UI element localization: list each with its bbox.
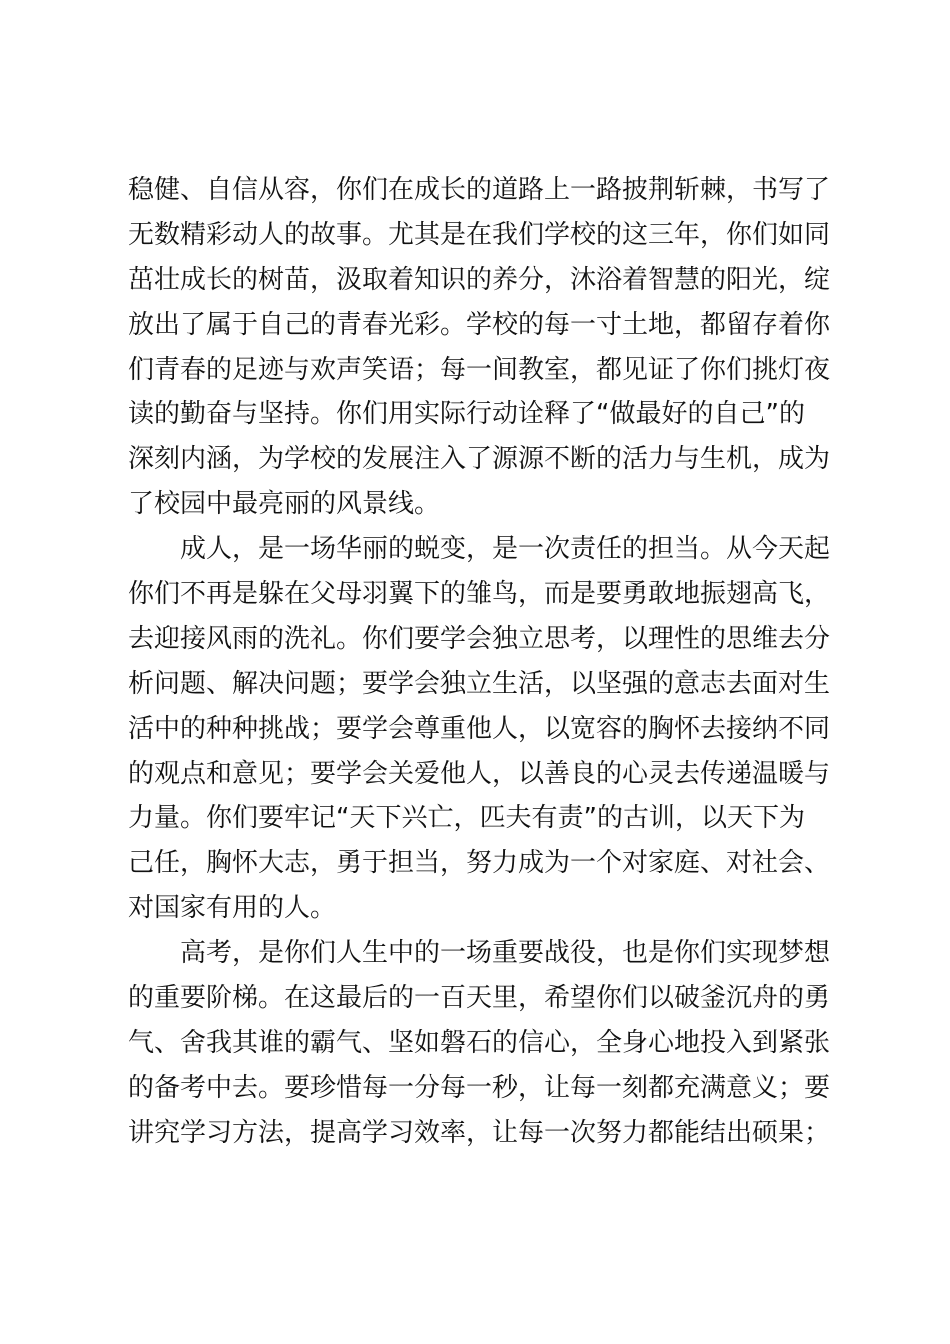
text-line: 稳健、自信从容，你们在成长的道路上一路披荆斩棘，书写了 (128, 175, 831, 205)
text-line: 放出了属于自己的青春光彩。学校的每一寸土地，都留存着你 (128, 309, 831, 340)
text-line: 了校园中最亮丽的风景线。 (128, 489, 441, 520)
paragraph-2 (128, 527, 833, 931)
text-line: 的备考中去。要珍惜每一分每一秒，让每一刻都充满意义；要 (128, 1072, 831, 1103)
text-line: 茁壮成长的树苗，汲取着知识的养分，沐浴着智慧的阳光，绽 (128, 264, 831, 295)
text-line: 的观点和意见；要学会关爱他人，以善良的心灵去传递温暖与 (128, 758, 831, 789)
text-line: 成人，是一场华丽的蜕变，是一次责任的担当。从今天起 (180, 534, 831, 565)
paragraph-1 (128, 168, 833, 527)
text-line: 力量。你们要牢记“天下兴亡，匹夫有责”的古训，以天下为 (128, 803, 805, 834)
text-line: 活中的种种挑战；要学会尊重他人，以宽容的胸怀去接纳不同 (128, 713, 831, 744)
text-line: 无数精彩动人的故事。尤其是在我们学校的这三年，你们如同 (128, 219, 831, 250)
text-line: 气、舍我其谁的霸气、坚如磐石的信心，全身心地投入到紧张 (128, 1027, 831, 1058)
text-line: 己任，胸怀大志，勇于担当，努力成为一个对家庭、对社会、 (128, 848, 831, 879)
text-line: 高考，是你们人生中的一场重要战役，也是你们实现梦想 (180, 938, 831, 969)
text-line: 析问题、解决问题；要学会独立生活，以坚强的意志去面对生 (128, 668, 831, 699)
text-line: 的重要阶梯。在这最后的一百天里，希望你们以破釜沉舟的勇 (128, 983, 831, 1014)
text-line: 你们不再是躲在父母羽翼下的雏鸟，而是要勇敢地振翅高飞， (128, 579, 831, 610)
text-line: 去迎接风雨的洗礼。你们要学会独立思考，以理性的思维去分 (128, 623, 831, 654)
text-line: 读的勤奋与坚持。你们用实际行动诠释了“做最好的自己”的 (128, 399, 805, 430)
text-line: 对国家有用的人。 (128, 893, 337, 924)
text-line: 们青春的足迹与欢声笑语；每一间教室，都见证了你们挑灯夜 (128, 354, 831, 385)
body-text (128, 168, 833, 1156)
text-line: 深刻内涵，为学校的发展注入了源源不断的活力与生机，成为 (128, 444, 831, 475)
text-line: 讲究学习方法，提高学习效率，让每一次努力都能结出硕果； (128, 1117, 831, 1148)
paragraph-3 (128, 931, 833, 1155)
